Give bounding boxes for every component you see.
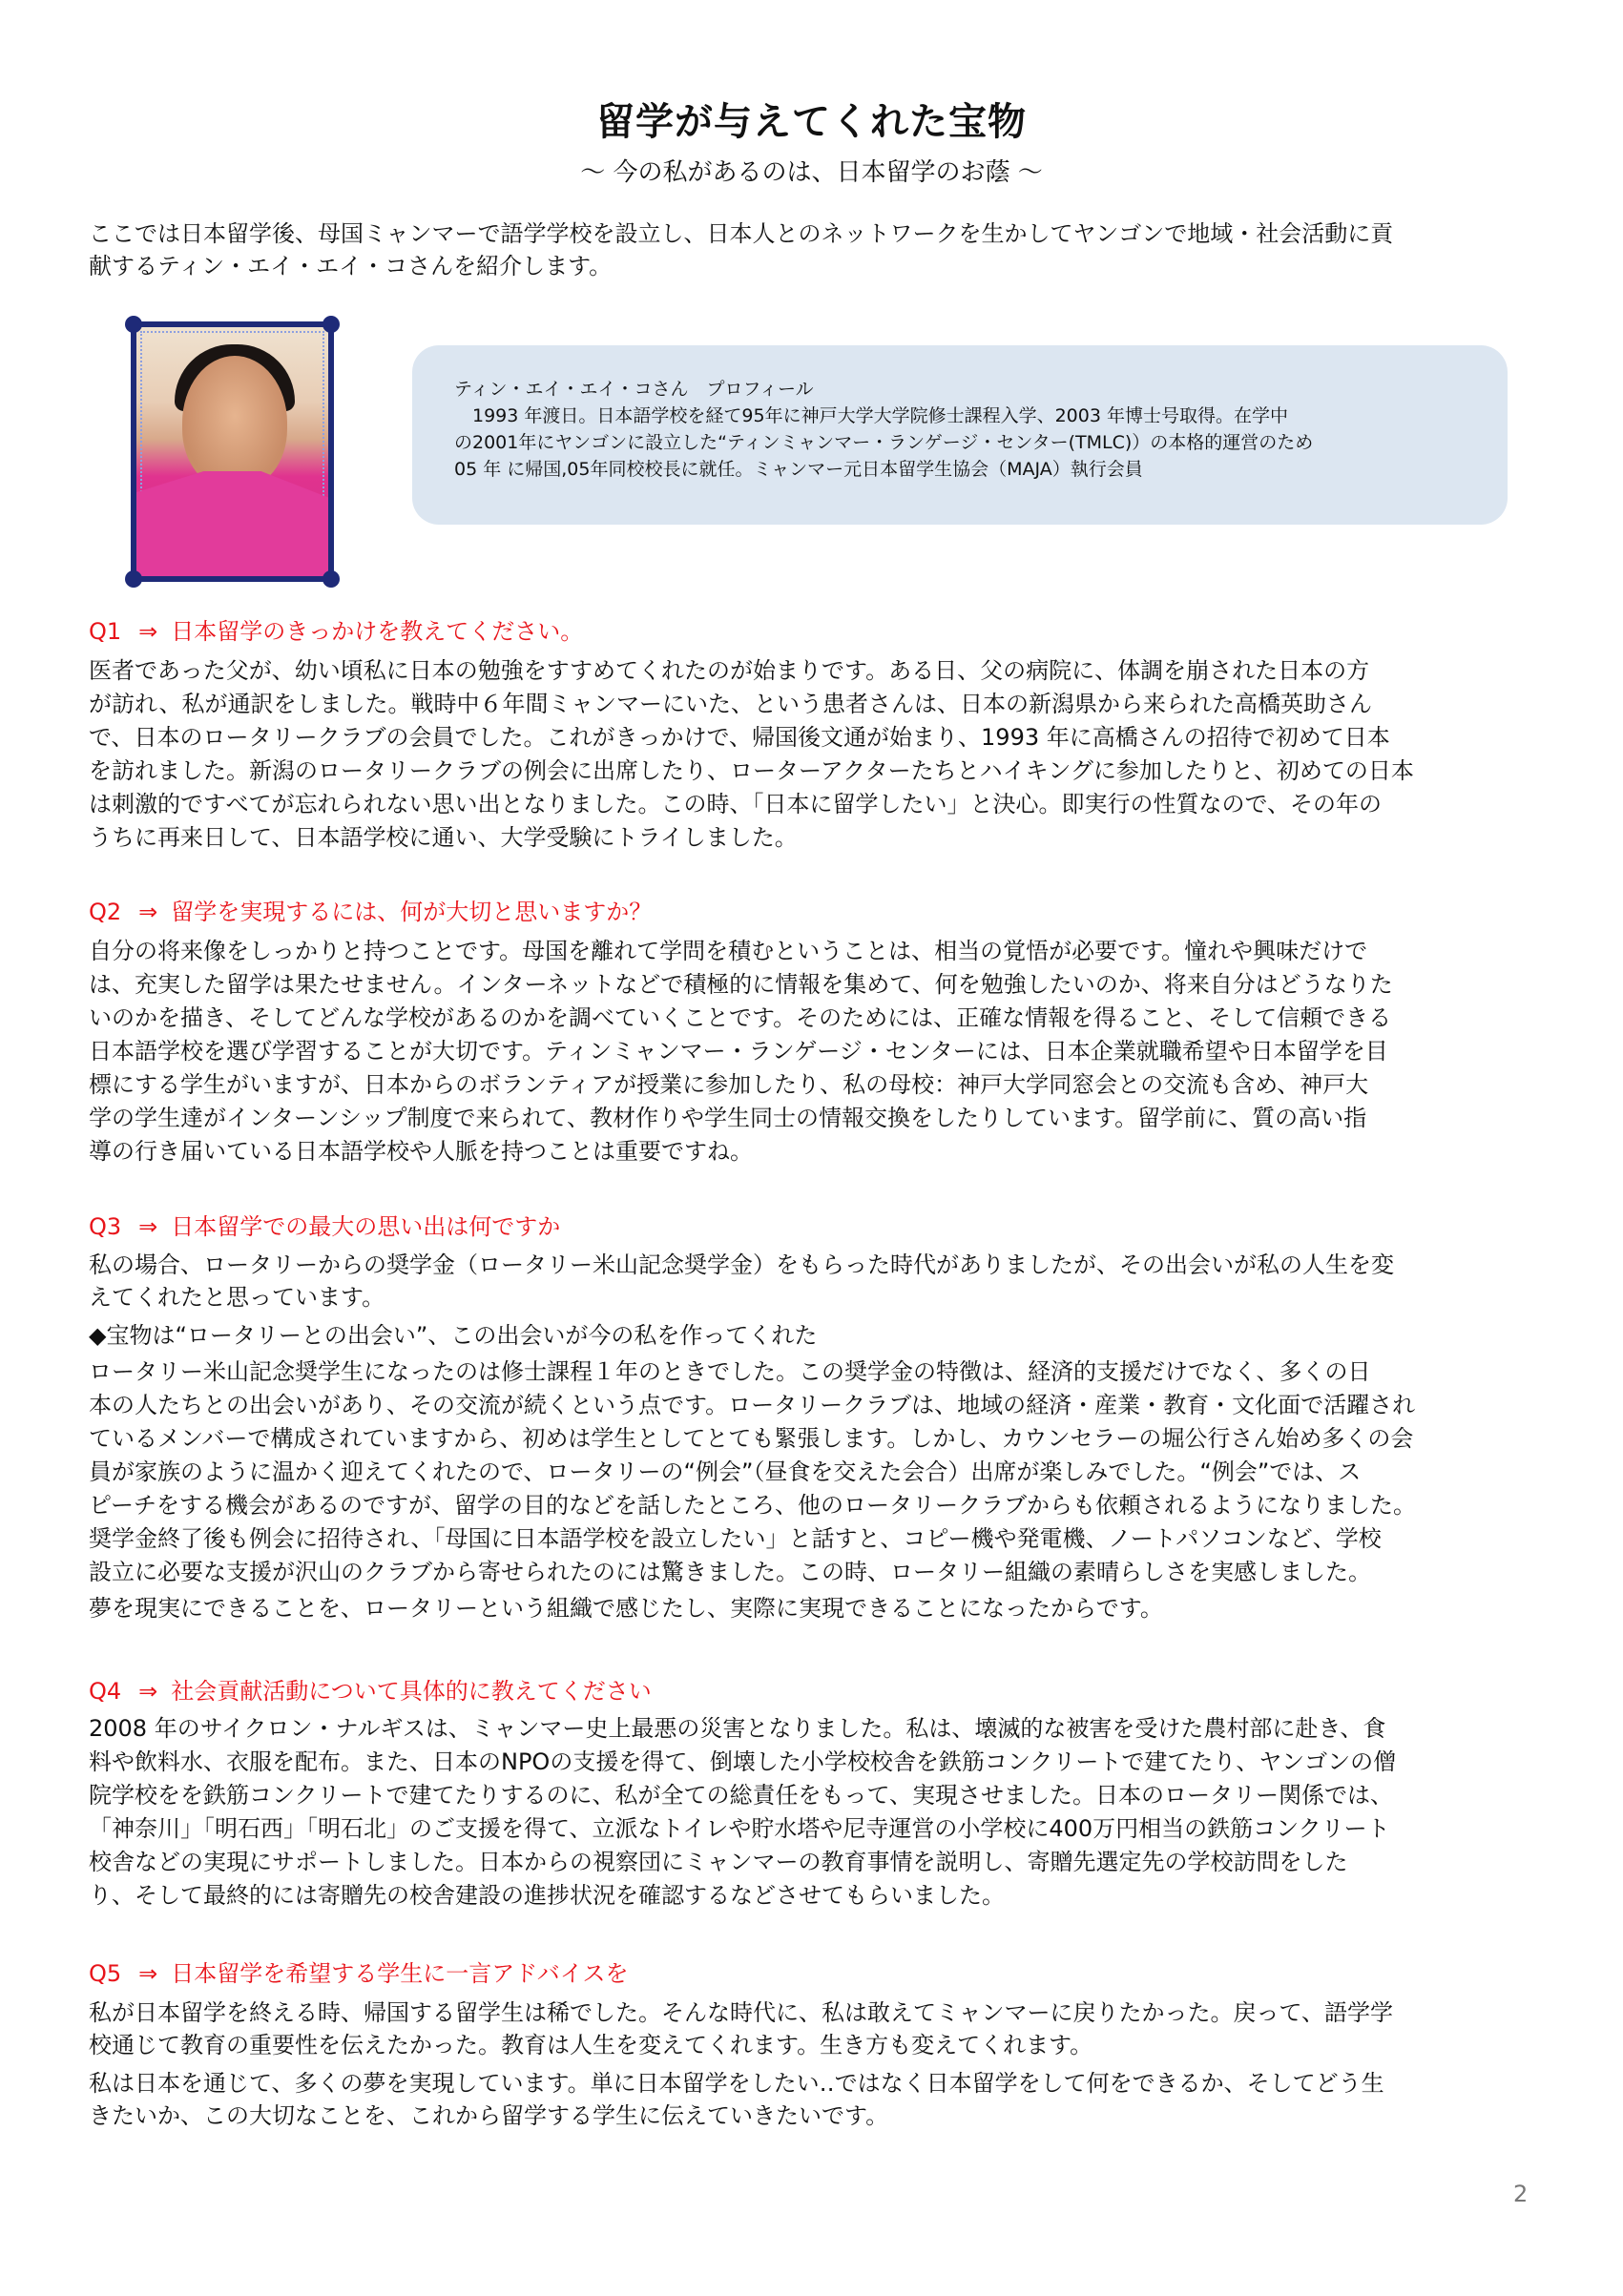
answer-line: 2008 年のサイクロン・ナルギスは、ミャンマー史上最悪の災害となりました。私は、壊滅的な被害を受けた農村部に赴き、食 (89, 1715, 1386, 1742)
answer-line: を訪れました。新潟のロータリークラブの例会に出席したり、ローターアクターたちとハイキングに参加したりと、初めての日本 (89, 757, 1414, 784)
frame-ornament-icon (323, 570, 340, 588)
profile-line: 1993 年渡日。日本語学校を経て95年に神戸大学大学院修士課程入学、2003 年博士号取得。在学中 (454, 405, 1288, 426)
page-subtitle: ～ 今の私があるのは、日本留学のお蔭 ～ (580, 158, 1043, 187)
answer-line: 員が家族のように温かく迎えてくれたので、ロータリーの“例会”（昼食を交えた会合）出席が楽しみでした。“例会”では、ス (89, 1458, 1362, 1485)
question-number: Q4 (89, 1678, 122, 1705)
answer-line: えてくれたと思っています。 (89, 1284, 385, 1311)
answer-line: 本の人たちとの出会いがあり、その交流が続くという点です。ロータリークラブは、地域の経済・産業・教育・文化面で活躍され (89, 1392, 1416, 1418)
arrow-icon: ⇒ (138, 899, 158, 925)
answer-line: 院学校をを鉄筋コンクリートで建てたりするのに、私が全ての総責任をもって、実現させました。日本のロータリー関係では、 (89, 1782, 1394, 1809)
question-heading-q3 (89, 1211, 1529, 1242)
question-number: Q3 (89, 1213, 122, 1240)
profile-line: 05 年 に帰国,05年同校校長に就任。ミャンマー元日本留学生協会（MAJA）執行会員 (454, 459, 1143, 480)
arrow-icon: ⇒ (138, 1678, 158, 1705)
frame-ornament-icon (125, 570, 142, 588)
question-number: Q5 (89, 1960, 122, 1987)
intro-line: ここでは日本留学後、母国ミャンマーで語学学校を設立し、日本人とのネットワークを生かしてヤンゴンで地域・社会活動に貢 (89, 220, 1394, 247)
page-number: 2 (1513, 2181, 1529, 2207)
answer-line: り、そして最終的には寄贈先の校舎建設の進捗状況を確認するなどさせてもらいました。 (89, 1882, 1005, 1909)
profile-box (412, 345, 1508, 525)
answer-line: 医者であった父が、幼い頃私に日本の勉強をすすめてくれたのが始まりです。ある日、父の病院に、体調を崩された日本の方 (89, 657, 1370, 684)
frame-ornament-icon (323, 316, 340, 333)
arrow-icon: ⇒ (138, 1213, 158, 1240)
answer-line: うちに再来日して、日本語学校に通い、大学受験にトライしました。 (89, 824, 798, 851)
answer-line: で、日本のロータリークラブの会員でした。これがきっかけで、帰国後文通が始まり、1993 年に高橋さんの招待で初めて日本 (89, 724, 1390, 751)
question-text: 留学を実現するには、何が大切と思いますか？ (171, 899, 653, 925)
question-heading-q4 (89, 1676, 1529, 1706)
profile-photo (131, 321, 334, 582)
question-text: 日本留学を希望する学生に一言アドバイスを (171, 1960, 629, 1987)
answer-line: ピーチをする機会があるのですが、留学の目的などを話したところ、他のロータリークラブからも依頼されるようになりました。 (89, 1492, 1417, 1519)
arrow-icon: ⇒ (138, 618, 158, 645)
question-text: 日本留学のきっかけを教えてください。 (171, 618, 584, 645)
profile-line: の2001年にヤンゴンに設立した“ティンミャンマー・ランゲージ・センター(TMLC)）の本格的運営のため (454, 432, 1314, 453)
intro-line: 献するティン・エイ・エイ・コさんを紹介します。 (89, 253, 613, 279)
answer-line: ているメンバーで構成されていますから、初めは学生としてとても緊張します。しかし、カウンセラーの堀公行さん始め多くの会 (89, 1425, 1414, 1452)
answer-line: 夢を現実にできることを、ロータリーという組織で感じたし、実際に実現できることになったからです。 (89, 1595, 1163, 1622)
answer-line: いのかを描き、そしてどんな学校があるのかを調べていくことです。そのためには、正確な情報を得ること、そして信頼できる (89, 1004, 1392, 1031)
answer-line: 私は日本を通じて、多くの夢を実現しています。単に日本留学をしたい‥ではなく日本留学をして何をできるか、そしてどう生 (89, 2070, 1384, 2097)
question-text: 日本留学での最大の思い出は何ですか (171, 1213, 561, 1240)
answer-line: 導の行き届いている日本語学校や人脈を持つことは重要ですね。 (89, 1138, 753, 1165)
photo-scarf (136, 471, 328, 576)
question-number: Q1 (89, 618, 122, 645)
answer-line: きたいか、この大切なことを、これから留学する学生に伝えていきたいです。 (89, 2102, 889, 2129)
page-title: 留学が与えてくれた宝物 (596, 100, 1027, 144)
question-number: Q2 (89, 899, 122, 925)
question-text: 社会貢献活動について具体的に教えてください (171, 1678, 652, 1705)
answer-line: 奨学金終了後も例会に招待され、「母国に日本語学校を設立したい」と話すと、コピー機や発電機、ノートパソコンなど、学校 (89, 1525, 1382, 1552)
answer-line: は、充実した留学は果たせません。インターネットなどで積極的に情報を集めて、何を勉強したいのか、将来自分はどうなりた (89, 971, 1393, 998)
profile-heading: ティン・エイ・エイ・コさん プロフィール (454, 379, 814, 400)
question-heading-q5 (89, 1958, 1529, 1989)
photo-face (182, 356, 287, 489)
answer-subheading: ◆宝物は“ロータリーとの出会い”、この出会いが今の私を作ってくれた (89, 1322, 818, 1349)
arrow-icon: ⇒ (138, 1960, 158, 1987)
answer-line: が訪れ、私が通訳をしました。戦時中６年間ミャンマーにいた、という患者さんは、日本の新潟県から来られた高橋英助さん (89, 691, 1372, 717)
answer-line: 私の場合、ロータリーからの奨学金（ロータリー米山記念奨学金）をもらった時代がありましたが、その出会いが私の人生を変 (89, 1251, 1394, 1278)
answer-line: 校通じて教育の重要性を伝えたかった。教育は人生を変えてくれます。生き方も変えてくれます。 (89, 2032, 1093, 2058)
answer-line: 標にする学生がいますが、日本からのボランティアが授業に参加したり、私の母校：神戸大学同窓会との交流も含め、神戸大 (89, 1071, 1369, 1098)
answer-line: 校舎などの実現にサポートしました。日本からの視察団にミャンマーの教育事情を説明し、寄贈先選定先の学校訪問をした (89, 1849, 1348, 1875)
question-heading-q1 (89, 616, 1529, 647)
answer-line: 自分の将来像をしっかりと持つことです。母国を離れて学問を積むということは、相当の覚悟が必要です。憧れや興味だけで (89, 938, 1368, 964)
answer-line: 日本語学校を選び学習することが大切です。ティンミャンマー・ランゲージ・センターには、日本企業就職希望や日本留学を目 (89, 1038, 1388, 1065)
answer-line: ロータリー米山記念奨学生になったのは修士課程１年のときでした。この奨学金の特徴は、経済的支援だけでなく、多くの日 (89, 1358, 1371, 1385)
answer-line: 学の学生達がインターンシップ制度で来られて、教材作りや学生同士の情報交換をしたりしています。留学前に、質の高い指 (89, 1105, 1367, 1131)
answer-line: 料や飲料水、衣服を配布。また、日本のNPOの支援を得て、倒壊した小学校校舎を鉄筋コンクリートで建てたり、ヤンゴンの僧 (89, 1748, 1397, 1775)
answer-line: 私が日本留学を終える時、帰国する留学生は稀でした。そんな時代に、私は敢えてミャンマーに戻りたかった。戻って、語学学 (89, 1999, 1394, 2026)
frame-ornament-icon (125, 316, 142, 333)
answer-line: は刺激的ですべてが忘れられない思い出となりました。この時、「日本に留学したい」と決心。即実行の性質なので、その年の (89, 791, 1383, 817)
answer-line: 「神奈川」「明石西」「明石北」のご支援を得て、立派なトイレや貯水塔や尼寺運営の小学校に400万円相当の鉄筋コンクリート (89, 1815, 1390, 1842)
question-heading-q2 (89, 897, 1529, 927)
answer-line: 設立に必要な支援が沢山のクラブから寄せられたのには驚きました。この時、ロータリー組織の素晴らしさを実感しました。 (89, 1559, 1371, 1585)
